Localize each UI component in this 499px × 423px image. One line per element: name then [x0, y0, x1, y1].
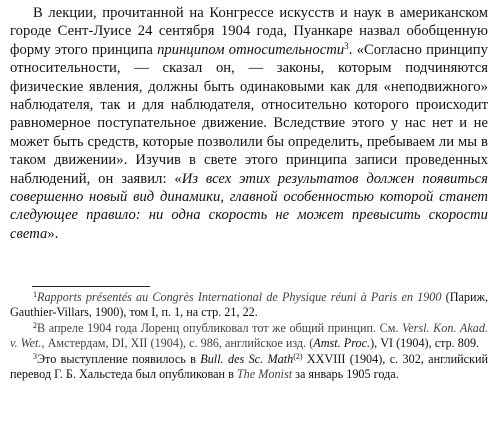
footnote-3 — [10, 352, 488, 383]
footnote-text: за январь 1905 года. — [292, 367, 399, 382]
italic-term: принципом относительности — [157, 41, 345, 58]
footnote-text: В апреле 1904 года Лоренц опубликовал тот же общий принцип. См. — [37, 320, 403, 335]
italic-quote: Из всех этих результатов должен появиться совершенно новый вид динамики, главной особенностью которой станет следующее правило: ни одна скорость не может превысить скорости света — [10, 170, 488, 242]
footnote-number: 1 — [33, 290, 37, 299]
footnote-2 — [10, 321, 488, 352]
footnote-text: , Амстердам, DI, XII (1904), с. 986, английское изд. ( — [41, 336, 314, 351]
text-segment: В лекции, прочитанной на Конгрессе искусств и наук в американском городе Сент-Луисе 24 сентября 1904 года, Пуанкаре назвал обобщенную форму этого принципа — [10, 5, 488, 58]
footnote-divider — [32, 286, 150, 287]
paragraph-body — [10, 4, 488, 243]
text-segment: . «Согласно принципу относительности, — сказал он, — законы, которым подчиняются физические явления, должны быть одинаковыми как для «неподвижного» наблюдателя, так и для наблюдателя, относительно которого происходит равномерное поступательное движение. Вследствие этого у нас нет и не может быть средств, которые позволили бы определить, пребываем ли мы в таком движении». Изучив в свете этого принципа записи проведенных наблюдений, он заявил: « — [10, 41, 488, 187]
text-segment: ». — [47, 225, 59, 242]
main-paragraph — [10, 4, 488, 243]
footnote-text: ), VI (1904), стр. 809. — [370, 336, 480, 351]
footnote-1 — [10, 290, 488, 321]
footnote-text: Это выступление появилось в — [37, 351, 201, 366]
footnote-text: (Париж, Gauthier-Villars, 1900), том I, п. 1, на стр. 21, 22. — [10, 290, 488, 320]
footnote-number: 3 — [33, 351, 37, 361]
footnote-series-sup: (2) — [293, 351, 303, 361]
footnote-text: XXVIII (1904), с. 302, английский перевод Г. Б. Хальстеда был опубликован в — [10, 351, 488, 382]
footnote-ref-3: 3 — [344, 40, 349, 51]
footnote-source-title: Bull. des Sc. Math — [200, 351, 294, 366]
footnote-number: 2 — [33, 320, 37, 330]
footnote-source-title: Rapports présentés au Congrès International de Physique réuni à Paris en 1900 — [37, 290, 442, 304]
footnote-source-title: Amst. Proc. — [313, 336, 371, 351]
footnote-source-title: Versl. Kon. Akad. v. Wet. — [10, 320, 488, 351]
footnotes-section — [10, 290, 488, 382]
footnote-source-title: The Monist — [236, 367, 293, 382]
